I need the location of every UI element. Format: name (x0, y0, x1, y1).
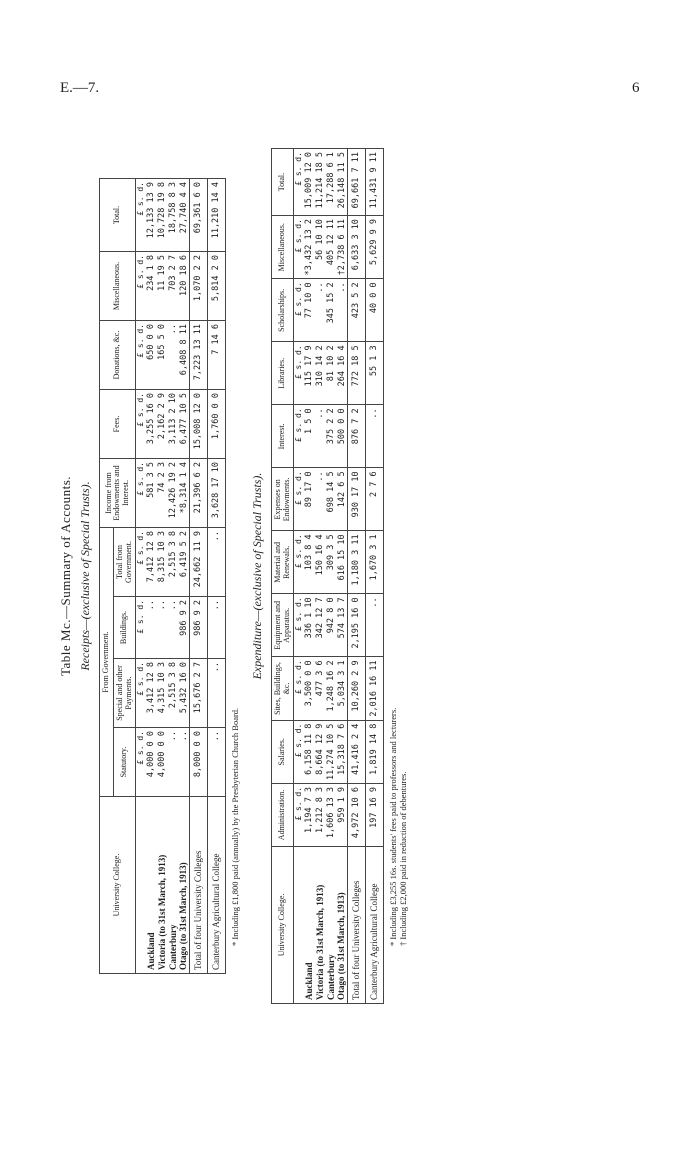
value-cell: 3,255 16 0 (146, 389, 157, 458)
total-cell: 2,195 16 0 (348, 593, 366, 656)
value-cell: 264 16 4 (336, 341, 347, 404)
value-cell: 703 2 7 (168, 251, 179, 320)
units-cell: £ s. d. (136, 527, 146, 596)
value-cell: 8,664 12 9 (315, 720, 326, 783)
value-cell: 2,162 2 9 (157, 389, 168, 458)
total-cell: 15,676 2 7 (190, 658, 208, 727)
value-cell: .. (168, 596, 179, 658)
agri-cell: 197 16 9 (365, 783, 383, 846)
value-cell: 5,034 3 1 (336, 656, 347, 719)
value-cell: 5,432 16 0 (178, 658, 189, 727)
units-cell: £ s. d. (294, 404, 304, 467)
value-cell: 3,113 2 10 (168, 389, 179, 458)
agri-cell: 2 7 6 (365, 467, 383, 530)
value-cell: 103 8 4 (304, 530, 315, 593)
value-cell: 3,412 12 8 (146, 658, 157, 727)
value-cell: 17,288 6 1 (326, 148, 337, 215)
value-cell: 1,212 8 3 (315, 783, 326, 846)
total-cell: 1,070 2 2 (190, 251, 208, 320)
total-cell: 986 9 2 (190, 596, 208, 658)
total-label: Total of four University Colleges (190, 796, 208, 973)
table-row (315, 148, 326, 1003)
value-cell: 375 2 2 (326, 404, 337, 467)
total-cell: 24,662 11 9 (190, 527, 208, 596)
table-row (168, 178, 179, 973)
receipts-footnote: * Including £1,800 paid (annually) by the Presbyterian Church Board. (229, 707, 240, 946)
college-name: Auckland (304, 846, 315, 1003)
units-cell: £ s. d. (136, 596, 146, 658)
value-cell: 165 5 0 (157, 320, 168, 389)
units-cell: £ s. d. (136, 727, 146, 796)
units-cell: £ s. d. (294, 530, 304, 593)
agri-cell: 1,819 14 8 (365, 720, 383, 783)
table-row (304, 148, 315, 1003)
expenditure-footnote-1: * Including £3,255 16s. students' fees paid to professors and lecturers. (387, 707, 398, 946)
col-header: Miscellaneous. (271, 215, 294, 278)
total-cell: 423 5 2 (348, 278, 366, 341)
value-cell: 11 19 5 (157, 251, 168, 320)
value-cell: 89 17 0 (304, 467, 315, 530)
value-cell: 56 10 10 (315, 215, 326, 278)
col-header: Buildings. (113, 596, 136, 658)
value-cell: .. (315, 467, 326, 530)
table-row (157, 178, 168, 973)
total-row (190, 178, 208, 973)
total-cell: 41,416 2 4 (348, 720, 366, 783)
table-row (146, 178, 157, 973)
total-cell: 21,396 6 2 (190, 458, 208, 527)
col-header: Income from Endowments and Interest. (100, 458, 136, 527)
value-cell: 698 14 5 (326, 467, 337, 530)
agri-label: Canterbury Agricultural College (365, 846, 383, 1003)
value-cell: 310 14 2 (315, 341, 326, 404)
agri-row (207, 178, 225, 973)
units-row (136, 178, 146, 973)
page-number: 6 (632, 80, 640, 96)
value-cell: 27,740 4 4 (178, 178, 189, 251)
page-ref: E.—7. (60, 80, 100, 96)
college-name: Canterbury (326, 846, 337, 1003)
col-header: Expenses on Endowments. (271, 467, 294, 530)
value-cell: .. (146, 596, 157, 658)
value-cell: 234 1 8 (146, 251, 157, 320)
value-cell: 142 6 5 (336, 467, 347, 530)
value-cell: 7,412 12 8 (146, 527, 157, 596)
group-header: From Government. (100, 527, 114, 796)
value-cell: 574 13 7 (336, 593, 347, 656)
agri-cell: 1,760 0 0 (207, 389, 225, 458)
total-cell: 69,661 7 11 (348, 148, 366, 215)
value-cell: 2,515 3 8 (168, 527, 179, 596)
value-cell: 4,000 0 0 (157, 727, 168, 796)
col-header: Administration. (271, 783, 294, 846)
col-header: Total. (100, 178, 136, 251)
value-cell: 4,000 0 0 (146, 727, 157, 796)
col-header: Scholarships. (271, 278, 294, 341)
value-cell: 3,500 0 0 (304, 656, 315, 719)
value-cell: 336 1 10 (304, 593, 315, 656)
units-cell: £ s. d. (294, 783, 304, 846)
value-cell: .. (315, 278, 326, 341)
value-cell: .. (178, 727, 189, 796)
expenditure-subtitle: Expenditure—(exclusive of Special Trusts). (249, 472, 264, 679)
total-cell: 4,972 10 6 (348, 783, 366, 846)
expenditure-table (271, 148, 384, 1004)
table-title: Table Mc.—Summary of Accounts. (58, 475, 73, 676)
value-cell: .. (168, 727, 179, 796)
value-cell: 6,419 5 2 (178, 527, 189, 596)
value-cell: 500 0 0 (336, 404, 347, 467)
agri-cell: 55 1 3 (365, 341, 383, 404)
value-cell: 4,315 10 3 (157, 658, 168, 727)
value-cell: 986 9 2 (178, 596, 189, 658)
agri-cell: 3,628 17 10 (207, 458, 225, 527)
value-cell: .. (315, 404, 326, 467)
value-cell: 12,426 19 2 (168, 458, 179, 527)
value-cell: 74 2 3 (157, 458, 168, 527)
value-cell: 8,315 10 3 (157, 527, 168, 596)
college-name: Otago (to 31st March, 1913) (336, 846, 347, 1003)
value-cell: 77 10 0 (304, 278, 315, 341)
value-cell: 959 1 9 (336, 783, 347, 846)
college-name: Victoria (to 31st March, 1913) (157, 796, 168, 973)
value-cell: .. (336, 278, 347, 341)
col-header: Fees. (100, 389, 136, 458)
units-blank (294, 846, 304, 1003)
total-row (348, 148, 366, 1003)
value-cell: *8,314 1 4 (178, 458, 189, 527)
value-cell: 150 16 4 (315, 530, 326, 593)
units-cell: £ s. d. (136, 658, 146, 727)
value-cell: 309 3 5 (326, 530, 337, 593)
col-header: Total. (271, 148, 294, 215)
agri-cell: .. (207, 727, 225, 796)
value-cell: 650 0 0 (146, 320, 157, 389)
value-cell: 6,477 10 5 (178, 389, 189, 458)
col-header: Statutory. (113, 727, 136, 796)
units-cell: £ s. d. (294, 148, 304, 215)
value-cell: 81 10 2 (326, 341, 337, 404)
units-blank (136, 796, 146, 973)
col-header: Equipment and Apparatus. (271, 593, 294, 656)
receipts-subtitle: Receipts—(exclusive of Special Trusts). (78, 480, 92, 671)
units-cell: £ s. d. (294, 720, 304, 783)
value-cell: 345 15 2 (326, 278, 337, 341)
value-cell: .. (168, 320, 179, 389)
col-header: Miscellaneous. (100, 251, 136, 320)
value-cell: 405 12 11 (326, 215, 337, 278)
col-header: Material and Renewals. (271, 530, 294, 593)
rotated-table-block (50, 76, 650, 1076)
value-cell: 942 8 0 (326, 593, 337, 656)
value-cell: 6,158 11 8 (304, 720, 315, 783)
receipts-table (99, 178, 226, 974)
units-cell: £ s. d. (294, 593, 304, 656)
total-cell: 876 7 2 (348, 404, 366, 467)
expenditure-footnote-2: † Including £2,000 paid in reduction of debentures. (397, 771, 408, 946)
table-row (178, 178, 189, 973)
value-cell: 616 15 10 (336, 530, 347, 593)
col-header: Sites, Buildings, &c. (271, 656, 294, 719)
col-header: Libraries. (271, 341, 294, 404)
value-cell: .. (157, 596, 168, 658)
total-cell: 6,633 3 10 (348, 215, 366, 278)
total-cell: 7,223 13 11 (190, 320, 208, 389)
total-cell: 15,008 12 0 (190, 389, 208, 458)
total-cell: 1,180 3 11 (348, 530, 366, 593)
col-header: Salaries. (271, 720, 294, 783)
college-name: Canterbury (168, 796, 179, 973)
value-cell: 1,248 16 2 (326, 656, 337, 719)
units-cell: £ s. d. (294, 215, 304, 278)
agri-cell: .. (207, 527, 225, 596)
units-cell: £ s. d. (294, 278, 304, 341)
agri-cell: .. (207, 596, 225, 658)
col-header: Total from Government. (113, 527, 136, 596)
value-cell: 15,318 7 6 (336, 720, 347, 783)
col-header: Special and other Payments. (113, 658, 136, 727)
agri-cell: 1,670 3 1 (365, 530, 383, 593)
agri-row (365, 148, 383, 1003)
units-cell: £ s. d. (294, 467, 304, 530)
total-cell: 10,260 2 9 (348, 656, 366, 719)
value-cell: 10,728 19 8 (157, 178, 168, 251)
value-cell: 11,274 10 5 (326, 720, 337, 783)
units-cell: £ s. d. (136, 251, 146, 320)
agri-cell: 7 14 6 (207, 320, 225, 389)
units-cell: £ s. d. (136, 178, 146, 251)
agri-cell: .. (365, 593, 383, 656)
col-header: Donations, &c. (100, 320, 136, 389)
value-cell: 1 5 0 (304, 404, 315, 467)
agri-label: Canterbury Agricultural College (207, 796, 225, 973)
agri-cell: 5,629 9 9 (365, 215, 383, 278)
value-cell: 12,133 13 9 (146, 178, 157, 251)
units-cell: £ s. d. (136, 389, 146, 458)
table-row (326, 148, 337, 1003)
col-header: University College. (271, 846, 294, 1003)
table-row (336, 148, 347, 1003)
units-row (294, 148, 304, 1003)
agri-cell: .. (207, 658, 225, 727)
value-cell: 26,148 11 5 (336, 148, 347, 215)
agri-cell: .. (365, 404, 383, 467)
value-cell: 581 3 5 (146, 458, 157, 527)
col-header: Interest. (271, 404, 294, 467)
units-cell: £ s. d. (294, 341, 304, 404)
units-cell: £ s. d. (136, 320, 146, 389)
value-cell: 6,408 8 11 (178, 320, 189, 389)
total-cell: 69,361 6 0 (190, 178, 208, 251)
value-cell: 477 3 6 (315, 656, 326, 719)
agri-cell: 11,210 14 4 (207, 178, 225, 251)
units-cell: £ s. d. (294, 656, 304, 719)
total-cell: 930 17 10 (348, 467, 366, 530)
agri-cell: 40 0 0 (365, 278, 383, 341)
value-cell: 2,515 3 8 (168, 658, 179, 727)
total-cell: 772 18 5 (348, 341, 366, 404)
total-cell: 8,000 0 0 (190, 727, 208, 796)
value-cell: 15,009 12 0 (304, 148, 315, 215)
agri-cell: 11,431 9 11 (365, 148, 383, 215)
college-name: Victoria (to 31st March, 1913) (315, 846, 326, 1003)
value-cell: 120 18 6 (178, 251, 189, 320)
value-cell: 1,194 7 3 (304, 783, 315, 846)
value-cell: *3,432 13 2 (304, 215, 315, 278)
agri-cell: 2,016 16 11 (365, 656, 383, 719)
value-cell: †2,738 6 11 (336, 215, 347, 278)
college-name: Otago (to 31st March, 1913) (178, 796, 189, 973)
value-cell: 342 12 7 (315, 593, 326, 656)
value-cell: 1,606 13 3 (326, 783, 337, 846)
value-cell: 18,758 8 3 (168, 178, 179, 251)
col-header: University College. (100, 796, 136, 973)
units-cell: £ s. d. (136, 458, 146, 527)
college-name: Auckland (146, 796, 157, 973)
total-label: Total of four University Colleges (348, 846, 366, 1003)
value-cell: 115 17 9 (304, 341, 315, 404)
agri-cell: 5,814 2 0 (207, 251, 225, 320)
value-cell: 11,214 18 5 (315, 148, 326, 215)
